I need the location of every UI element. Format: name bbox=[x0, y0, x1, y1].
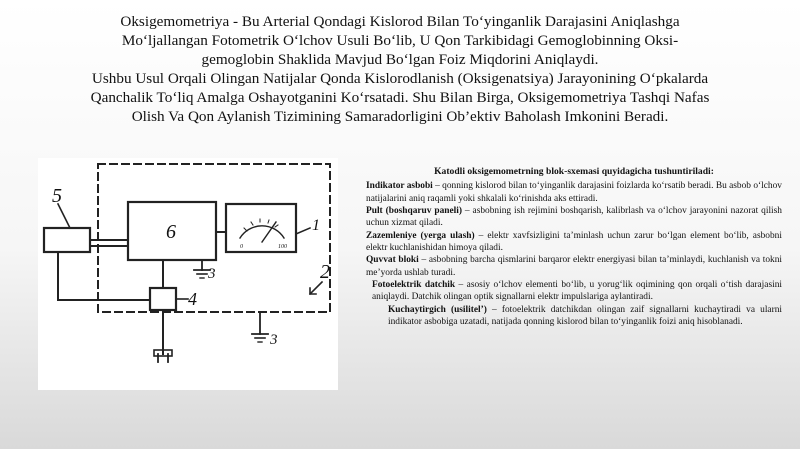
heading-line: Qanchalik To‘liq Amalga Oshayotganini Ko‘rsatadi. Shu Bilan Birga, Oksigemometriya Tashqi Nafas bbox=[90, 89, 710, 106]
heading bbox=[40, 12, 760, 126]
term: Indikator asbobi bbox=[366, 181, 433, 192]
label-3b: 3 bbox=[270, 332, 278, 348]
term: Fotoelektrik datchik bbox=[372, 280, 456, 291]
heading-line: Olish Va Qon Aylanish Tizimining Samaradorligini Ob’ektiv Baholash Imkonini Beradi. bbox=[131, 108, 669, 125]
item-power bbox=[366, 254, 782, 279]
item-panel bbox=[366, 205, 782, 230]
heading-line: Oksigemometriya - Bu Arterial Qondagi Kislorod Bilan To‘yinganlik Darajasini Aniqlashga bbox=[120, 13, 680, 30]
term-body: – elektr xavfsizligini ta’minlash uchun zarur bo‘lgan element bo‘lib, asbobni elektr kuchlanishidan himoya qiladi. bbox=[366, 230, 782, 254]
label-1: 1 bbox=[312, 217, 320, 234]
heading-line: gemoglobin Shaklida Mavjud Bo‘lgan Foiz Miqdorini Aniqlaydi. bbox=[201, 51, 599, 68]
scale-0: 0 bbox=[240, 244, 243, 250]
description bbox=[366, 166, 782, 328]
item-indicator bbox=[366, 180, 782, 205]
item-grounding bbox=[366, 230, 782, 255]
label-3a: 3 bbox=[208, 266, 216, 282]
term-body: – fotoelektrik datchikdan olingan zaif signallarni kuchaytiradi va ularni indikator asbobiga uzatadi, natijada qonning kislorod bilan to‘yinganlik foizi aniq hisoblanadi. bbox=[388, 304, 782, 328]
label-5: 5 bbox=[52, 185, 62, 207]
label-6: 6 bbox=[166, 221, 176, 243]
term: Zazemleniye (yerga ulash) bbox=[366, 230, 475, 241]
heading-line: Mo‘ljallangan Fotometrik O‘lchov Usuli Bo‘lib, U Qon Tarkibidagi Gemoglobinning Oksi- bbox=[121, 32, 679, 49]
term-body: – asosiy o‘lchov elementi bo‘lib, u yorug‘lik oqimining qon orqali o‘tish darajasini aniqlaydi. Datchik olingan optik signallarni elektr impulslariga aylantiradi. bbox=[372, 280, 782, 303]
label-2: 2 bbox=[320, 261, 330, 283]
heading-line: Ushbu Usul Orqali Olingan Natijalar Qonda Kislorodlanish (Oksigenatsiya) Jarayonining O‘pkalarda bbox=[91, 70, 709, 87]
term: Quvvat bloki bbox=[366, 255, 419, 266]
term-body: – asbobning barcha qismlarini barqaror elektr energiyasi bilan ta’minlaydi, kuchlanish va tokni me’yorda ushlab turadi. bbox=[366, 255, 783, 278]
term-body: – qonning kislorod bilan to‘yinganlik darajasini foizlarda ko‘rsatib beradi. Bu asbob o‘lchov natijalarini aniq raqamli yoki shkalali ko‘rinishda aks ettiradi. bbox=[366, 181, 782, 204]
item-sensor bbox=[366, 279, 782, 304]
scale-100: 100 bbox=[278, 244, 287, 250]
term-body: – asbobning ish rejimini boshqarish, kalibrlash va o‘lchov jarayonini nazorat qilish uchun xizmat qiladi. bbox=[366, 206, 782, 229]
label-4: 4 bbox=[188, 289, 197, 309]
item-amplifier bbox=[366, 304, 782, 329]
term: Kuchaytirgich (usilitel’) bbox=[388, 304, 487, 315]
description-title: Katodli oksigemometrning blok-sxemasi quyidagicha tushuntiriladi: bbox=[434, 166, 714, 177]
term: Pult (boshqaruv paneli) bbox=[366, 206, 462, 217]
block-diagram bbox=[38, 158, 338, 390]
